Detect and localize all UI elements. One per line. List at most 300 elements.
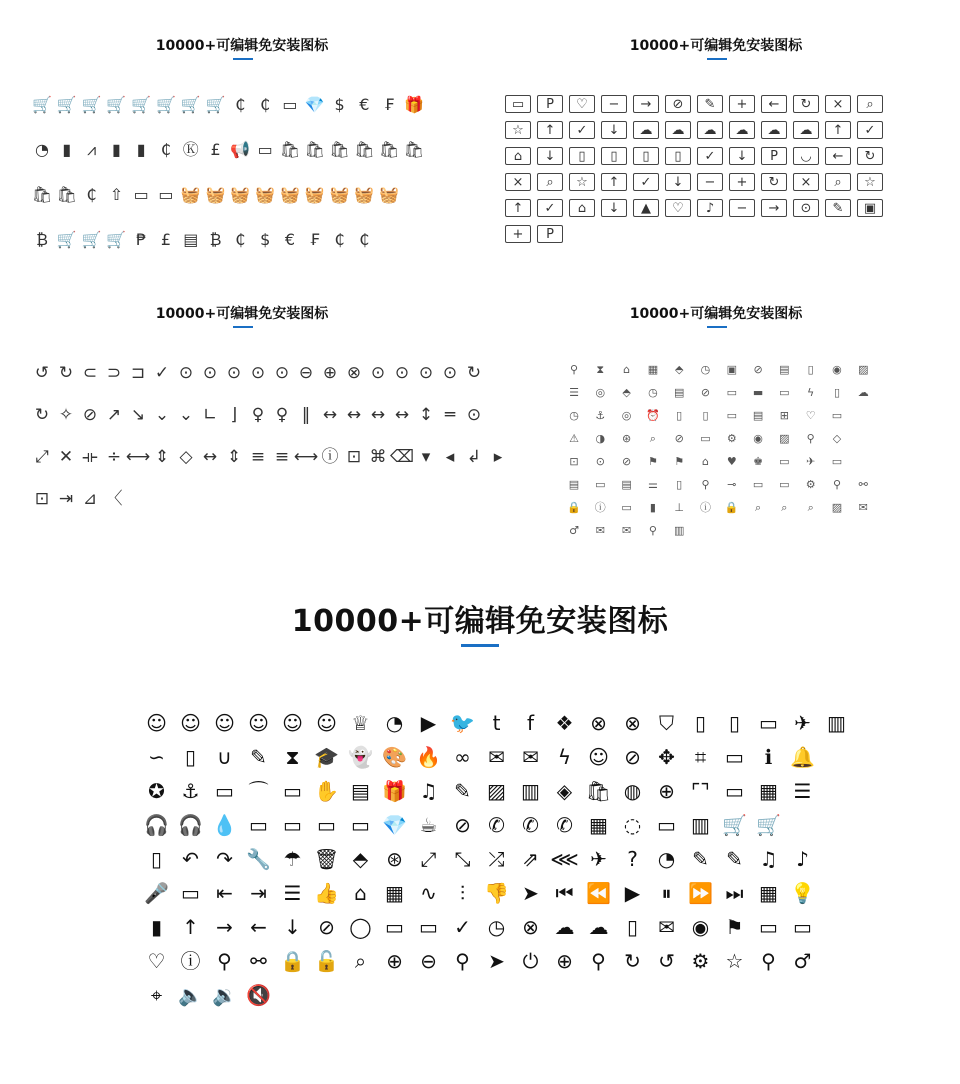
line-icon: 🔉 xyxy=(212,983,237,1007)
line-icon: $ xyxy=(260,230,271,249)
title-underline-1 xyxy=(233,58,253,60)
line-icon: 🛒 xyxy=(131,95,152,114)
line-icon: ⊘ xyxy=(665,95,691,113)
line-icon: ☕ xyxy=(419,813,438,837)
line-icon: ↓ xyxy=(665,173,691,191)
line-icon: ₵ xyxy=(235,95,246,114)
line-icon: ▤ xyxy=(183,230,199,249)
line-icon: ▯ xyxy=(601,147,627,165)
icon-row xyxy=(505,95,889,113)
line-icon: ◌ xyxy=(623,813,642,837)
line-icon: ▤ xyxy=(351,779,370,803)
icon-row xyxy=(561,521,877,539)
line-icon: ▥ xyxy=(827,711,846,735)
line-icon: ▭ xyxy=(779,477,790,491)
line-icon: ▤ xyxy=(673,385,685,399)
line-icon: ⏪ xyxy=(586,881,611,905)
line-icon: ∿ xyxy=(420,881,437,905)
line-icon: ⧗ xyxy=(596,362,605,376)
line-icon: 🧺 xyxy=(379,185,400,204)
line-icon: ⊕ xyxy=(658,779,675,803)
line-icon: 🔒 xyxy=(724,500,739,514)
line-icon: ₣ xyxy=(309,230,320,249)
line-icon: ✓ xyxy=(697,147,723,165)
line-icon: ⌒ xyxy=(248,779,269,803)
line-icon: 💡 xyxy=(790,881,815,905)
line-icon: ✉ xyxy=(658,915,675,939)
line-icon: ← xyxy=(761,95,787,113)
line-icon: ₱ xyxy=(136,230,147,249)
line-icon: ⚲ xyxy=(455,949,470,973)
line-icon: + xyxy=(729,95,755,113)
line-icon: ↻ xyxy=(857,147,883,165)
line-icon: ⚲ xyxy=(701,477,710,491)
line-icon: ▤ xyxy=(752,408,764,422)
line-icon: ↺ xyxy=(34,362,50,383)
line-icon: ↻ xyxy=(761,173,787,191)
icon-grid-small-line xyxy=(561,360,877,544)
line-icon: ⊙ xyxy=(418,362,434,383)
line-icon: ▤ xyxy=(568,477,580,491)
line-icon: ▤ xyxy=(621,477,632,491)
line-icon: ↑ xyxy=(182,915,199,939)
line-icon: ⋘ xyxy=(550,847,579,871)
line-icon: ⊥ xyxy=(674,500,684,514)
icon-row xyxy=(505,225,889,243)
line-icon: ♀ xyxy=(251,404,265,425)
line-icon: ↔ xyxy=(322,404,338,425)
icon-row xyxy=(143,846,857,872)
icon-row xyxy=(30,140,427,160)
line-icon: ▨ xyxy=(779,431,790,445)
line-icon: ⊙ xyxy=(793,199,819,217)
line-icon: ☁ xyxy=(588,915,609,939)
line-icon: ₵ xyxy=(260,95,271,114)
line-icon: ⊗ xyxy=(346,362,362,383)
line-icon: ↕ xyxy=(418,404,434,425)
line-icon: Ⓚ xyxy=(182,140,199,159)
line-icon: ₵ xyxy=(160,140,172,159)
line-icon: 🔒 xyxy=(567,500,581,514)
line-icon: ⊙ xyxy=(226,362,242,383)
line-icon: ▨ xyxy=(831,500,843,514)
line-icon: ⊙ xyxy=(442,362,458,383)
line-icon: ↓ xyxy=(537,147,563,165)
line-icon: ▦ xyxy=(759,881,778,905)
line-icon: ═ xyxy=(444,404,456,425)
line-icon: ⊂ xyxy=(82,362,98,383)
line-icon: ▦ xyxy=(589,813,608,837)
icon-row xyxy=(561,429,877,447)
line-icon: ▯ xyxy=(702,408,709,422)
line-icon: ℹ xyxy=(764,745,773,769)
line-icon: ← xyxy=(250,915,267,939)
line-icon: ⚙ xyxy=(726,431,737,445)
line-icon: 🛒 xyxy=(722,813,747,837)
line-icon: ∪ xyxy=(217,745,232,769)
line-icon: 👻 xyxy=(348,745,373,769)
line-icon: ▯ xyxy=(569,147,595,165)
line-icon: ↔ xyxy=(394,404,410,425)
line-icon: ☁ xyxy=(729,121,755,139)
line-icon: 🛒 xyxy=(106,95,127,114)
line-icon: ➤ xyxy=(522,881,539,905)
line-icon: 🎨 xyxy=(382,745,407,769)
line-icon: ☁ xyxy=(793,121,819,139)
line-icon: ✉ xyxy=(522,745,539,769)
line-icon: ♫ xyxy=(759,847,778,871)
line-icon: ⏭ xyxy=(725,881,744,905)
line-icon: ↻ xyxy=(58,362,74,383)
line-icon: ☁ xyxy=(697,121,723,139)
line-icon: ↻ xyxy=(793,95,819,113)
line-icon: ▭ xyxy=(779,385,790,399)
line-icon: ⓘ xyxy=(321,446,339,467)
line-icon: ▭ xyxy=(759,915,778,939)
line-icon: ▮ xyxy=(136,140,146,159)
title-underline-2 xyxy=(707,58,727,60)
icon-row xyxy=(143,744,857,770)
line-icon: ▭ xyxy=(831,408,843,422)
line-icon: ⌂ xyxy=(505,147,531,165)
line-icon: ₵ xyxy=(86,185,97,204)
line-icon: ☺ xyxy=(316,711,337,735)
line-icon: ₿ xyxy=(209,230,222,249)
line-icon: ▭ xyxy=(181,881,200,905)
line-icon: 〈 xyxy=(105,488,123,509)
line-icon: ⚲ xyxy=(648,523,657,537)
line-icon: × xyxy=(793,173,819,191)
icon-row xyxy=(143,948,857,974)
line-icon: ▥ xyxy=(521,779,540,803)
line-icon: ✈ xyxy=(590,847,607,871)
line-icon: ♂ xyxy=(569,523,579,537)
line-icon: ◷ xyxy=(569,408,579,422)
line-icon: ⬘ xyxy=(622,385,631,399)
line-icon: 🛒 xyxy=(180,95,201,114)
line-icon: ▲ xyxy=(633,199,659,217)
icon-row xyxy=(30,404,510,426)
line-icon: ϟ xyxy=(557,745,572,769)
line-icon: ⟷ xyxy=(125,446,151,467)
line-icon: ▭ xyxy=(158,185,174,204)
line-icon: ↷ xyxy=(216,847,233,871)
icon-row xyxy=(561,452,877,470)
icon-row xyxy=(561,406,877,424)
line-icon: ⌄ xyxy=(154,404,170,425)
line-icon: ✓ xyxy=(633,173,659,191)
line-icon: ⚲ xyxy=(832,477,841,491)
line-icon: ▯ xyxy=(626,915,638,939)
line-icon: ☺ xyxy=(214,711,235,735)
line-icon: ▭ xyxy=(317,813,336,837)
line-icon: ⊃ xyxy=(106,362,122,383)
line-icon: ⫶ xyxy=(460,881,465,905)
line-icon: 🗑 xyxy=(313,847,340,871)
line-icon: ▭ xyxy=(133,185,149,204)
line-icon: ↓ xyxy=(601,121,627,139)
icon-row xyxy=(143,914,857,940)
line-icon: ♡ xyxy=(147,949,166,973)
line-icon: 💎 xyxy=(382,813,407,837)
line-icon: ☺ xyxy=(180,711,201,735)
line-icon: ⤢ xyxy=(420,847,437,871)
icon-row xyxy=(143,982,857,1008)
line-icon: ⊙ xyxy=(595,454,605,468)
line-icon: ◑ xyxy=(595,431,606,445)
line-icon: ⤢ xyxy=(35,446,49,467)
line-icon: ⌜⌝ xyxy=(691,779,710,803)
line-icon: ↑ xyxy=(505,199,531,217)
line-icon: ▭ xyxy=(725,745,744,769)
line-icon: 🎓 xyxy=(314,745,339,769)
line-icon: ↓ xyxy=(729,147,755,165)
line-icon: ◔ xyxy=(35,140,49,159)
line-icon: ▭ xyxy=(621,500,632,514)
line-icon: ⚲ xyxy=(569,362,579,376)
line-icon: 🛒 xyxy=(156,95,176,114)
icon-row xyxy=(30,488,510,510)
line-icon: ⌕ xyxy=(754,500,762,514)
line-icon: 🧺 xyxy=(255,185,276,204)
line-icon: ⌕ xyxy=(649,431,656,445)
line-icon: ▦ xyxy=(647,362,659,376)
icon-grid-calendar-files xyxy=(505,95,889,251)
line-icon: 🛍 xyxy=(379,140,400,159)
section-title-1: 10000+可编辑免安装图标 xyxy=(155,38,329,54)
line-icon: 🛒 xyxy=(32,95,52,114)
line-icon: + xyxy=(505,225,531,243)
line-icon: € xyxy=(359,95,370,114)
line-icon: ⬘ xyxy=(674,362,684,376)
line-icon: ◈ xyxy=(556,779,573,803)
line-icon: ⊘ xyxy=(318,915,335,939)
line-icon: ⤮ xyxy=(488,847,505,871)
line-icon: ➤ xyxy=(488,949,505,973)
line-icon: ↺ xyxy=(658,949,675,973)
line-icon: ⊕ xyxy=(556,949,573,973)
line-icon: 🛒 xyxy=(756,813,781,837)
icon-row xyxy=(143,812,857,838)
line-icon: ☺ xyxy=(146,711,167,735)
section-title-5: 10000+可编辑免安装图标 xyxy=(291,604,669,639)
line-icon: 🛍 xyxy=(56,185,77,204)
line-icon: ⌕ xyxy=(807,500,814,514)
line-icon: − xyxy=(601,95,627,113)
line-icon: ⟷ xyxy=(293,446,319,467)
line-icon: ♡ xyxy=(665,199,691,217)
line-icon: € xyxy=(284,230,296,249)
line-icon: ↻ xyxy=(624,949,641,973)
icon-row xyxy=(30,446,510,468)
line-icon: ☁ xyxy=(761,121,787,139)
icon-row xyxy=(143,710,857,736)
line-icon: ▦ xyxy=(759,779,778,803)
line-icon: ⚯ xyxy=(250,949,267,973)
line-icon: ⊿ xyxy=(82,488,98,509)
icon-row xyxy=(561,475,877,493)
line-icon: ▣ xyxy=(857,199,883,217)
icon-row xyxy=(30,185,427,205)
line-icon: ☁ xyxy=(554,915,575,939)
line-icon: 🔧 xyxy=(246,847,271,871)
section-title-4: 10000+可编辑免安装图标 xyxy=(629,306,803,322)
line-icon: ◷ xyxy=(487,915,506,939)
line-icon: ⌕ xyxy=(781,500,788,514)
section-title-3: 10000+可编辑免安装图标 xyxy=(155,306,329,322)
icon-row xyxy=(561,383,877,401)
line-icon: ▶ xyxy=(624,881,641,905)
line-icon: ▭ xyxy=(793,915,812,939)
line-icon: ✋ xyxy=(314,779,339,803)
line-icon: ✓ xyxy=(454,915,471,939)
line-icon: 🧺 xyxy=(329,185,350,204)
line-icon: ⏰ xyxy=(646,408,660,422)
line-icon: ▯ xyxy=(150,847,162,871)
line-icon: ⌗ xyxy=(694,745,707,769)
line-icon: ⊘ xyxy=(753,362,763,376)
line-icon: ⊘ xyxy=(82,404,98,425)
line-icon: ▭ xyxy=(249,813,268,837)
line-icon: ‖ xyxy=(301,404,311,425)
line-icon: ▭ xyxy=(257,140,273,159)
line-icon: ⚯ xyxy=(858,477,868,491)
line-icon: ▨ xyxy=(858,362,869,376)
line-icon: 🔇 xyxy=(246,983,271,1007)
line-icon: ⊡ xyxy=(569,454,579,468)
line-icon: ⌖ xyxy=(150,983,163,1007)
line-icon: ☺ xyxy=(588,745,609,769)
line-icon: ↓ xyxy=(601,199,627,217)
line-icon: ▣ xyxy=(726,362,737,376)
line-icon: ⊖ xyxy=(298,362,314,383)
line-icon: ▮ xyxy=(150,915,162,939)
line-icon: ▭ xyxy=(657,813,676,837)
line-icon: ⌂ xyxy=(701,454,709,468)
line-icon: t xyxy=(492,711,501,735)
line-icon: 🐦 xyxy=(450,711,475,735)
line-icon: ✧ xyxy=(58,404,74,425)
line-icon: ▯ xyxy=(728,711,740,735)
line-icon: 🛒 xyxy=(81,95,102,114)
line-icon: ▭ xyxy=(752,477,764,491)
line-icon: ⇕ xyxy=(226,446,242,467)
line-icon: ▭ xyxy=(779,454,790,468)
icon-row xyxy=(561,498,877,516)
line-icon: ⓘ xyxy=(594,500,606,514)
line-icon: → xyxy=(761,199,787,217)
line-icon: ⊕ xyxy=(386,949,403,973)
line-icon: ✥ xyxy=(658,745,675,769)
line-icon: $ xyxy=(334,95,345,114)
line-icon: 🧺 xyxy=(230,185,251,204)
line-icon: ₵ xyxy=(334,230,345,249)
line-icon: 🔥 xyxy=(416,745,441,769)
line-icon: ✈ xyxy=(794,711,811,735)
line-icon: 🧺 xyxy=(280,185,300,204)
line-icon: ◉ xyxy=(832,362,842,376)
line-icon: ▭ xyxy=(215,779,234,803)
icon-row xyxy=(30,95,427,115)
line-icon: ▯ xyxy=(833,385,840,399)
line-icon: 🎧 xyxy=(178,813,203,837)
line-icon: £ xyxy=(210,140,221,159)
line-icon: ↔ xyxy=(202,446,218,467)
line-icon: ▥ xyxy=(691,813,710,837)
line-icon: ◔ xyxy=(657,847,676,871)
line-icon: ⩘ xyxy=(87,140,97,159)
line-icon: ◂ xyxy=(445,446,455,467)
line-icon: ♀ xyxy=(275,404,289,425)
line-icon: ✉ xyxy=(621,523,632,537)
line-icon: 🛍 xyxy=(279,140,301,159)
line-icon: × xyxy=(825,95,851,113)
line-icon: ⚙ xyxy=(805,477,816,491)
line-icon: ⊗ xyxy=(522,915,539,939)
line-icon: ▯ xyxy=(694,711,706,735)
line-icon: ✎ xyxy=(454,779,471,803)
line-icon: 🎧 xyxy=(144,813,169,837)
line-icon: 🧺 xyxy=(205,185,226,204)
line-icon: ⊡ xyxy=(346,446,362,467)
line-icon: ✆ xyxy=(522,813,539,837)
line-icon: − xyxy=(697,173,723,191)
line-icon: × xyxy=(505,173,531,191)
line-icon: ⊗ xyxy=(624,711,641,735)
line-icon: ↔ xyxy=(370,404,386,425)
line-icon: ▯ xyxy=(633,147,659,165)
line-icon: ⊘ xyxy=(674,431,684,445)
line-icon: ▭ xyxy=(505,95,531,113)
line-icon: ◉ xyxy=(691,915,710,939)
line-icon: ⚲ xyxy=(806,431,815,445)
line-icon: ▨ xyxy=(487,779,506,803)
line-icon: ⚓ xyxy=(181,779,200,803)
line-icon: ☰ xyxy=(283,881,302,905)
line-icon: ⚙ xyxy=(691,949,710,973)
line-icon: P xyxy=(761,147,787,165)
line-icon: ⊛ xyxy=(386,847,403,871)
line-icon: ◯ xyxy=(349,915,372,939)
line-icon: ⌂ xyxy=(623,362,631,376)
line-icon: ◇ xyxy=(832,431,842,445)
line-icon: ⊐ xyxy=(130,362,146,383)
icon-row xyxy=(561,360,877,378)
line-icon: ◍ xyxy=(623,779,642,803)
line-icon: ▭ xyxy=(595,477,606,491)
line-icon: P xyxy=(537,95,563,113)
line-icon: 🛍 xyxy=(585,779,612,803)
line-icon: ↲ xyxy=(466,446,482,467)
line-icon: ▭ xyxy=(385,915,404,939)
line-icon: ☰ xyxy=(793,779,812,803)
line-icon: ⊙ xyxy=(274,362,290,383)
line-icon: ▭ xyxy=(759,711,778,735)
line-icon: ✎ xyxy=(692,847,709,871)
line-icon: ▤ xyxy=(779,362,790,376)
icon-row xyxy=(505,147,889,165)
line-icon: ✓ xyxy=(857,121,883,139)
line-icon: ≡ xyxy=(274,446,290,467)
line-icon: 🧺 xyxy=(304,185,325,204)
icon-row xyxy=(505,199,889,217)
line-icon: 🧺 xyxy=(180,185,201,204)
line-icon: ✎ xyxy=(250,745,267,769)
line-icon: ▮ xyxy=(649,500,656,514)
line-icon: ⊸ xyxy=(727,477,737,491)
line-icon: ◡ xyxy=(793,147,819,165)
line-icon: ↔ xyxy=(346,404,362,425)
